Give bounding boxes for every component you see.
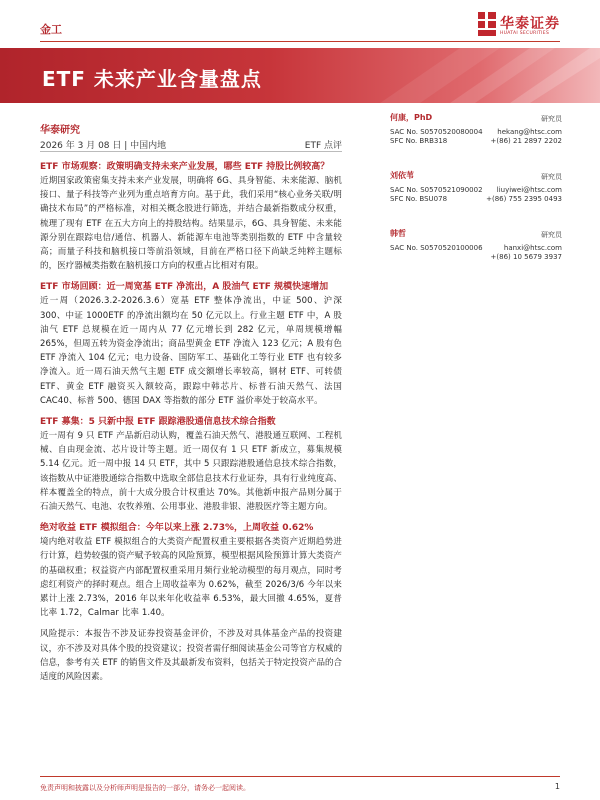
analyst-sac: SAC No. S0570520100006	[390, 244, 483, 252]
analyst-sidebar	[390, 112, 562, 286]
analyst-phone: +(86) 10 5679 3937	[490, 253, 562, 261]
analyst-sfc: SFC No. BRB318	[390, 137, 448, 145]
analyst-phone: +(86) 21 2897 2202	[490, 137, 562, 145]
doc-type-label: 华泰研究	[40, 125, 80, 136]
section-body: 境内绝对收益 ETF 模拟组合的大类资产配置权重主要根据各类资产近期趋势进行计算，趋势较强的资产赋予较高的风险预算，模型根据风险预算计算大类资产的基础权重；权益资产内部配置权重采用月频行业轮动模型的每月观点，同时考虑红利资产的择时观点。组合上周收益率为 0.62%，截至 2026/3/6 今年以来累计上涨 2.73%，2016 年以来年化收益率 6.53%，最大回撤 4.65%，夏普比率 1.72，Calmar 比率 1.40。	[40, 537, 342, 619]
analyst-card	[390, 228, 562, 286]
footer-disclaimer: 免责声明和披露以及分析师声明是报告的一部分，请务必一起阅读。	[40, 784, 250, 792]
section-title: 绝对收益 ETF 模拟组合：今年以来上涨 2.73%，上周收益 0.62%	[40, 523, 314, 534]
analyst-email[interactable]: hekang@htsc.com	[497, 128, 562, 136]
meta-separator: |	[124, 141, 131, 151]
main-column	[40, 160, 342, 684]
title-banner	[0, 48, 600, 103]
huatai-logo	[478, 12, 568, 40]
analyst-phone: +(86) 755 2395 0493	[486, 195, 562, 203]
doc-meta	[40, 138, 342, 151]
section-etf-fundraising	[40, 415, 342, 514]
section-market-observation	[40, 160, 342, 273]
analyst-card	[390, 170, 562, 228]
section-body: 近期国家政策密集支持未来产业发展，明确将 6G、具身智能、未来能源、脑机接口、量子科技等产业列为重点培育方向。基于此，我们采用“核心业务关联/明确技术布局”的严格标准，对相关概念股进行筛选，并结合最新指数成分权重，梳理了现有 ETF 在五大方向上的持股结构。结果显示，6G、具身智能、未来能源分别在跟踪电信/通信、机器人、新能源车电池等类别指数的 ETF 中含量较高；而量子科技和脑机接口等前沿领域，目前在严格口径下尚缺乏纯粹主题标的，医疗器械类指数在脑机接口方向的权重占比相对有限。	[40, 176, 342, 272]
analyst-sac: SAC No. S0570520080004	[390, 128, 483, 136]
analyst-name: 刘依苇	[390, 171, 414, 180]
analyst-card	[390, 112, 562, 170]
section-body: 近一周（2026.3.2-2026.3.6）宽基 ETF 整体净流出，中证 500、沪深 300、中证 1000ETF 的净流出额均在 50 亿元以上。行业主题 ETF 中，A 股油气 ETF 总规模在近一周内从 77 亿元增长到 282 亿元，单周规模增幅 265%，但周五转为资金净流出；商品型黄金 ETF 净流入 123 亿元；A 股有色 ETF 净流入 104 亿元；电力设备、国防军工、基础化工等行业 ETF 也有较多净流入。近一周石油天然气主题 ETF 成交额增长率较高，钢材 ETF、可转债 ETF、黄金 ETF 融资买入额较高，跟踪中韩芯片、标普石油天然气、法国 CAC40、标普 500、德国 DAX 等指数的部分 ETF 溢价率处于较高水平。	[40, 296, 342, 406]
report-title: ETF 未来产业含量盘点	[42, 67, 262, 91]
header-rule	[40, 41, 560, 42]
analyst-role: 研究员	[541, 115, 562, 123]
analyst-sac: SAC No. S0570521090002	[390, 186, 483, 194]
top-bar	[0, 0, 600, 44]
huatai-logo-mark-icon	[478, 12, 496, 36]
report-region: 中国内地	[130, 141, 167, 151]
analyst-email[interactable]: hanxi@htsc.com	[503, 244, 562, 252]
logo-chinese-name: 华泰证券	[500, 16, 560, 32]
analyst-name: 韩哲	[390, 229, 406, 238]
analyst-name: 何康，PhD	[390, 113, 433, 122]
analyst-email[interactable]: liuyiwei@htsc.com	[496, 186, 562, 194]
section-market-review	[40, 280, 342, 408]
section-title: ETF 募集：5 只新中报 ETF 跟踪港股通信息技术综合指数	[40, 417, 276, 428]
section-title: ETF 市场回顾：近一周宽基 ETF 净流出，A 股油气 ETF 规模快速增加	[40, 282, 329, 293]
report-category: ETF 点评	[304, 141, 342, 151]
section-title: ETF 市场观察：政策明确支持未来产业发展，哪些 ETF 持股比例较高？	[40, 162, 330, 172]
analyst-role: 研究员	[541, 231, 562, 239]
industry-label: 金工	[40, 23, 62, 36]
meta-rule	[40, 151, 342, 152]
page-footer	[40, 776, 560, 792]
section-absolute-return-portfolio	[40, 521, 342, 620]
banner-decoration-icon	[340, 48, 600, 103]
page-number: 1	[554, 782, 560, 791]
report-date: 2026 年 3 月 08 日	[40, 141, 122, 151]
analyst-role: 研究员	[541, 173, 562, 181]
analyst-sfc: SFC No. BSU078	[390, 195, 448, 203]
risk-warning: 风险提示：本报告不涉及证券投资基金评价，不涉及对具体基金产品的投资建议，亦不涉及对具体个股的投资建议；投资者需仔细阅读基金公司等官方权威的信息，参考有关 ETF 的销售文件及其最新发布资料，包括关于特定投资产品的合适度的风险因素。	[40, 629, 342, 683]
logo-english-name: HUATAI SECURITIES	[500, 31, 550, 36]
section-body: 近一周有 9 只 ETF 产品新启动认购，覆盖石油天然气、港股通互联网、工程机械、自由现金流、芯片设计等主题。近一周仅有 1 只 ETF 新成立，募集规模 5.14 亿元。近一周中报 14 只 ETF，其中 5 只跟踪港股通信息技术综合指数，该指数从中证港股通综合指数中选取全部信息技术行业证券，具有行业纯度高、样本覆盖全的特点，前十大成分股合计权重达 70%。其他新申报产品则分属于石油天然气、电池、农牧养殖、公用事业、港股非银、港股医疗等主题方向。	[40, 431, 342, 513]
